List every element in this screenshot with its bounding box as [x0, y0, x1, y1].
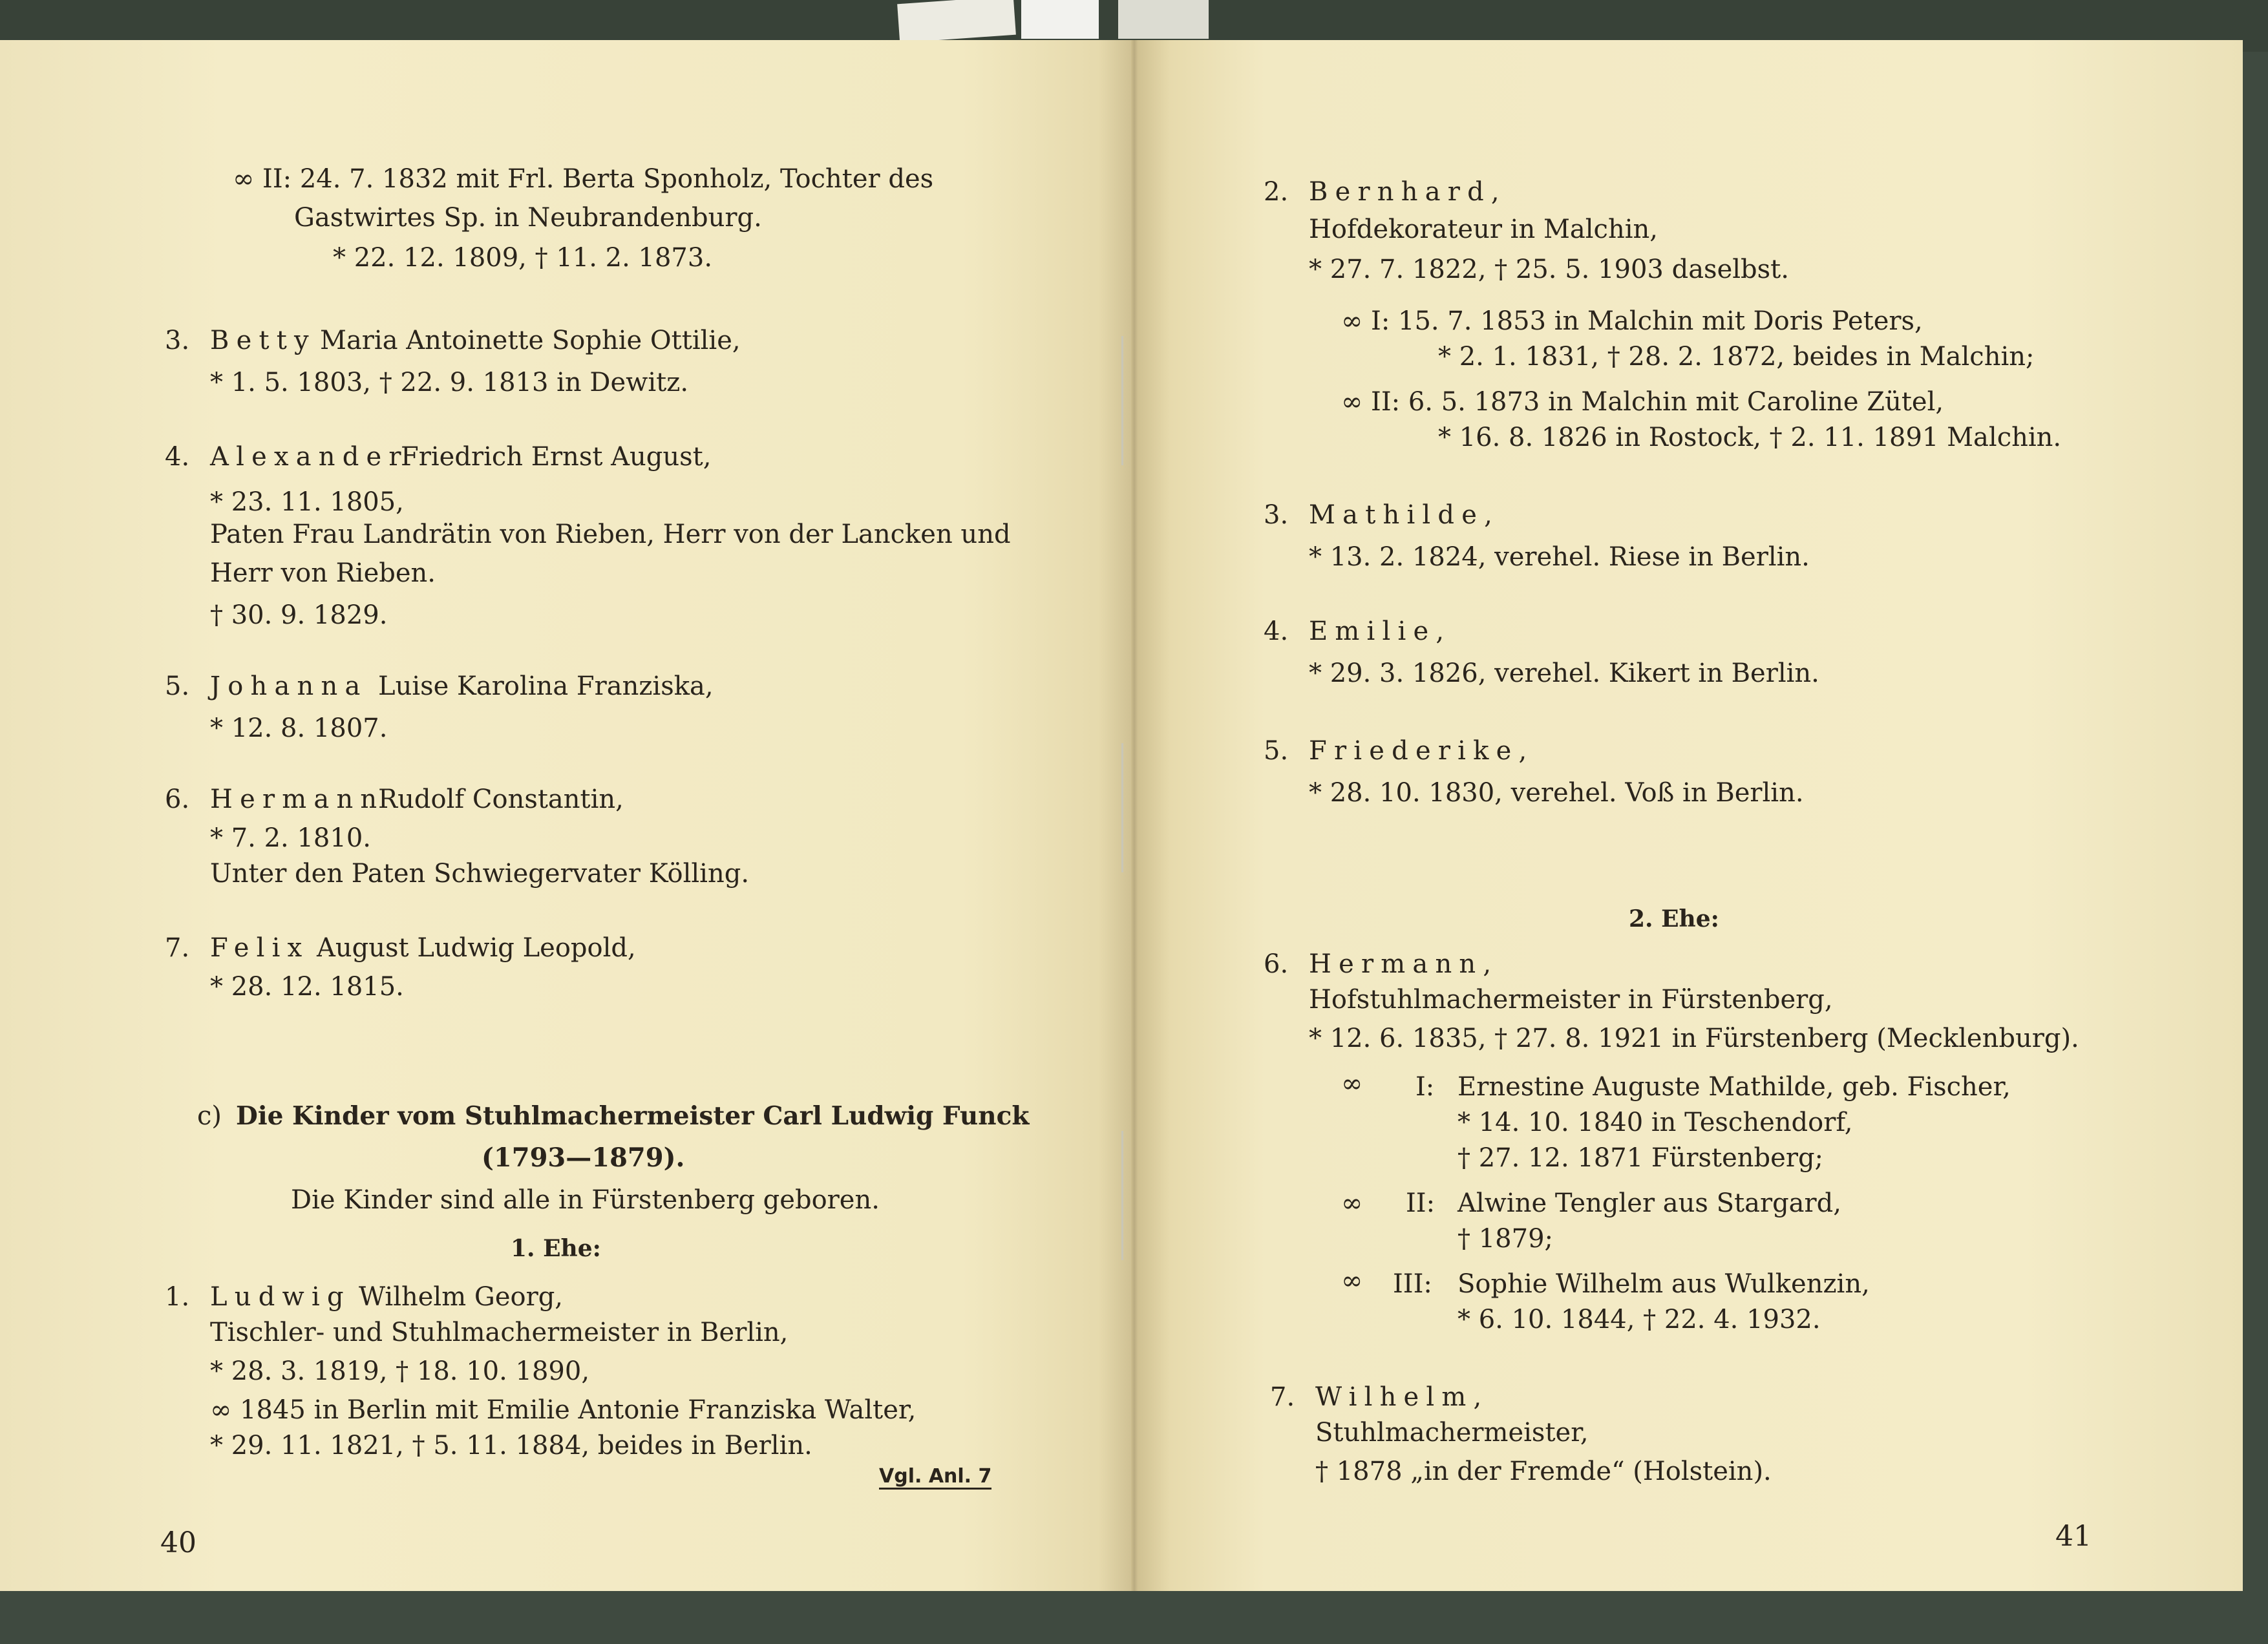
text-line: ∞ II: 24. 7. 1832 mit Frl. Berta Sponholz, Tochter des: [233, 164, 934, 194]
entry-number: 7.: [1270, 1382, 1295, 1412]
binding-stitch: [1121, 336, 1130, 465]
entry-number: 1.: [165, 1282, 190, 1312]
paper-slip: [1118, 0, 1209, 39]
text-line: Stuhlmachermeister,: [1315, 1418, 1589, 1448]
entry-number: 3.: [1264, 500, 1289, 530]
text-line: Gastwirtes Sp. in Neubrandenburg.: [294, 203, 762, 233]
entry-number: 2.: [1264, 177, 1289, 207]
text-line: Unter den Paten Schwiegervater Kölling.: [210, 859, 750, 889]
entry-name: Ludwig: [210, 1282, 351, 1312]
text-line: * 23. 11. 1805,: [210, 487, 404, 517]
text-line: Luise Karolina Franziska,: [378, 671, 714, 701]
text-line: Rudolf Constantin,: [378, 785, 624, 814]
text-line: Ernestine Auguste Mathilde, geb. Fischer,: [1457, 1072, 2011, 1102]
marriage-symbol: ∞: [1341, 1069, 1363, 1099]
paper-slip: [1021, 0, 1099, 39]
text-line: * 28. 3. 1819, † 18. 10. 1890,: [210, 1356, 590, 1386]
left-page: [0, 40, 1131, 1591]
text-line: * 7. 2. 1810.: [210, 823, 371, 853]
text-line: * 13. 2. 1824, verehel. Riese in Berlin.: [1309, 542, 1810, 572]
entry-name: Bernhard,: [1309, 177, 1507, 207]
text-line: * 28. 10. 1830, verehel. Voß in Berlin.: [1309, 778, 1804, 808]
entry-name: Betty: [210, 326, 316, 355]
text-line: ∞ I: 15. 7. 1853 in Malchin mit Doris Peters,: [1341, 306, 1923, 336]
text-line: * 29. 3. 1826, verehel. Kikert in Berlin.: [1309, 659, 1819, 688]
text-line: * 1. 5. 1803, † 22. 9. 1813 in Dewitz.: [210, 368, 689, 397]
entry-number: 5.: [165, 671, 190, 701]
marriage-symbol: ∞: [1341, 1266, 1363, 1296]
entry-number: 6.: [165, 785, 190, 814]
text-line: Hofstuhlmachermeister in Fürstenberg,: [1309, 985, 1833, 1015]
entry-number: 7.: [165, 933, 190, 963]
section-dates: (1793—1879).: [482, 1143, 685, 1173]
annotation-stamp: Vgl. Anl. 7: [879, 1465, 991, 1490]
text-line: August Ludwig Leopold,: [317, 933, 636, 963]
text-line: * 2. 1. 1831, † 28. 2. 1872, beides in Malchin;: [1438, 342, 2035, 372]
right-page: [1131, 40, 2243, 1591]
text-line: Alwine Tengler aus Stargard,: [1457, 1188, 1841, 1218]
entry-number: 6.: [1264, 949, 1289, 979]
section-heading: Die Kinder vom Stuhlmachermeister Carl Ludwig Funck: [236, 1101, 1030, 1131]
binding-stitch: [1121, 1131, 1130, 1260]
text-line: Wilhelm Georg,: [359, 1282, 564, 1312]
text-line: Sophie Wilhelm aus Wulkenzin,: [1457, 1269, 1870, 1299]
marriage-label: II:: [1406, 1188, 1436, 1218]
section-label: c): [197, 1101, 222, 1131]
text-line: * 29. 11. 1821, † 5. 11. 1884, beides in Berlin.: [210, 1431, 812, 1460]
entry-name: Johanna: [210, 671, 368, 701]
entry-number: 4.: [165, 442, 190, 472]
entry-name: Hermann: [210, 785, 385, 814]
entry-name: Wilhelm,: [1315, 1382, 1489, 1412]
text-line: Paten Frau Landrätin von Rieben, Herr von der Lancken und: [210, 520, 1011, 549]
text-line: † 1878 „in der Fremde“ (Holstein).: [1315, 1457, 1772, 1486]
text-line: ∞ 1845 in Berlin mit Emilie Antonie Franziska Walter,: [210, 1395, 917, 1425]
binding-stitch: [1121, 743, 1130, 872]
entry-number: 4.: [1264, 616, 1289, 646]
text-line: Hofdekorateur in Malchin,: [1309, 215, 1658, 244]
entry-name: Mathilde,: [1309, 500, 1500, 530]
entry-number: 5.: [1264, 736, 1289, 766]
text-line: * 16. 8. 1826 in Rostock, † 2. 11. 1891 Malchin.: [1438, 423, 2062, 452]
text-line: Herr von Rieben.: [210, 558, 436, 588]
marriage-symbol: ∞: [1341, 1188, 1363, 1218]
book-gutter: [1099, 40, 1170, 1591]
text-line: * 28. 12. 1815.: [210, 972, 404, 1002]
text-line: Friedrich Ernst August,: [401, 442, 712, 472]
marriage-label: III:: [1393, 1269, 1432, 1299]
text-line: Tischler- und Stuhlmachermeister in Berlin,: [210, 1318, 789, 1347]
text-line: * 6. 10. 1844, † 22. 4. 1932.: [1457, 1305, 1821, 1334]
text-line: * 27. 7. 1822, † 25. 5. 1903 daselbst.: [1309, 255, 1789, 284]
text-line: Maria Antoinette Sophie Ottilie,: [320, 326, 741, 355]
text-line: * 14. 10. 1840 in Teschendorf,: [1457, 1108, 1853, 1137]
marriage-label: I:: [1415, 1072, 1435, 1102]
entry-name: Emilie,: [1309, 616, 1452, 646]
text-line: ∞ II: 6. 5. 1873 in Malchin mit Caroline Zütel,: [1341, 387, 1944, 417]
entry-name: Felix: [210, 933, 310, 963]
page-number: 40: [160, 1526, 196, 1559]
subheading: 2. Ehe:: [1629, 905, 1719, 933]
section-note: Die Kinder sind alle in Fürstenberg geboren.: [291, 1185, 880, 1215]
text-line: * 12. 6. 1835, † 27. 8. 1921 in Fürstenberg (Mecklenburg).: [1309, 1024, 2079, 1053]
entry-name: Alexander: [210, 442, 408, 472]
text-line: † 27. 12. 1871 Fürstenberg;: [1457, 1143, 1824, 1173]
entry-name: Hermann,: [1309, 949, 1499, 979]
entry-number: 3.: [165, 326, 190, 355]
page-number: 41: [2055, 1520, 2092, 1553]
text-line: * 22. 12. 1809, † 11. 2. 1873.: [333, 243, 713, 273]
entry-name: Friederike,: [1309, 736, 1534, 766]
text-line: † 30. 9. 1829.: [210, 600, 388, 630]
text-line: † 1879;: [1457, 1224, 1553, 1254]
subheading: 1. Ehe:: [511, 1235, 601, 1262]
text-line: * 12. 8. 1807.: [210, 713, 388, 743]
